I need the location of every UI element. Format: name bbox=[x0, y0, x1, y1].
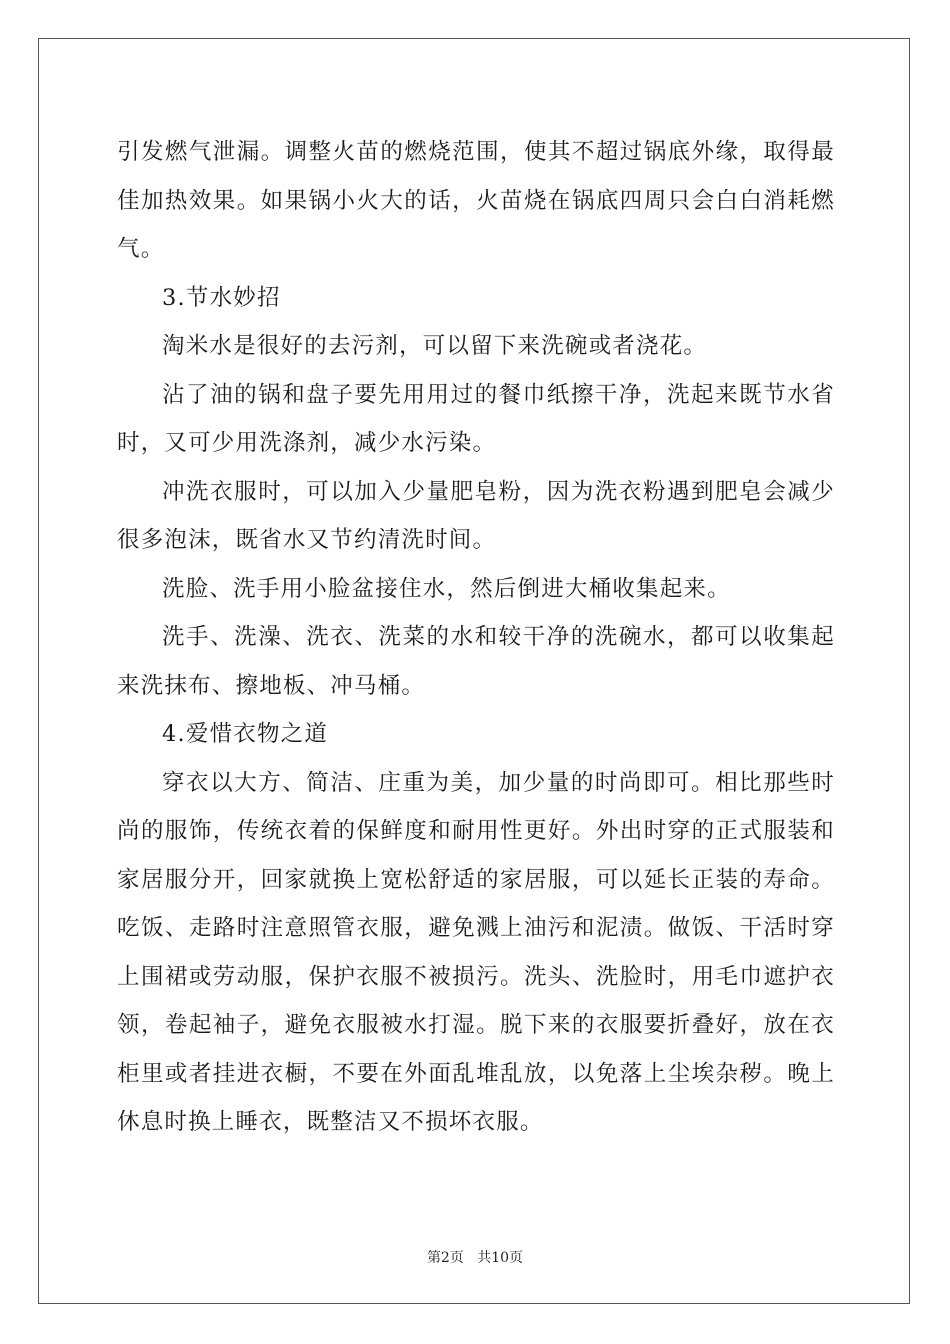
page-footer bbox=[0, 1247, 950, 1267]
document-body bbox=[117, 128, 835, 1147]
page-total: 共10页 bbox=[477, 1250, 524, 1266]
paragraph-rice-water: 淘米水是很好的去污剂，可以留下来洗碗或者浇花。 bbox=[162, 333, 708, 359]
page-number: 第2页 bbox=[426, 1250, 464, 1266]
paragraph-clothing-care: 穿衣以大方、简洁、庄重为美，加少量的时尚即可。相比那些时尚的服饰，传统衣着的保鲜度和耐用性更好。外出时穿的正式服装和家居服分开，回家就换上宽松舒适的家居服，可以延长正装的寿命。吃饭、走路时注意照管衣服，避免溅上油污和泥渍。做饭、干活时穿上围裙或劳动服，保护衣服不被损污。洗头、洗脸时，用毛巾遮护衣领，卷起袖子，避免衣服被水打湿。脱下来的衣服要折叠好，放在衣柜里或者挂进衣橱，不要在外面乱堆乱放，以免落上尘埃杂秽。晚上休息时换上睡衣，既整洁又不损坏衣服。 bbox=[117, 769, 835, 1135]
paragraph-oily-dishes: 沾了油的锅和盘子要先用用过的餐巾纸擦干净，洗起来既节水省时，又可少用洗涤剂，减少水污染。 bbox=[117, 381, 835, 456]
paragraph-laundry-soap: 冲洗衣服时，可以加入少量肥皂粉，因为洗衣粉遇到肥皂会减少很多泡沫，既省水又节约清洗时间。 bbox=[117, 478, 835, 553]
section-heading-water-saving: 3.节水妙招 bbox=[162, 284, 281, 311]
paragraph-reuse-water: 洗手、洗澡、洗衣、洗菜的水和较干净的洗碗水，都可以收集起来洗抹布、擦地板、冲马桶。 bbox=[117, 624, 835, 699]
paragraph-gas-continuation: 引发燃气泄漏。调整火苗的燃烧范围，使其不超过锅底外缘，取得最佳加热效果。如果锅小火大的话，火苗烧在锅底四周只会白白消耗燃气。 bbox=[117, 139, 835, 262]
section-heading-clothing-care: 4.爱惜衣物之道 bbox=[162, 721, 329, 747]
paragraph-basin-water: 洗脸、洗手用小脸盆接住水，然后倒进大桶收集起来。 bbox=[162, 575, 731, 602]
